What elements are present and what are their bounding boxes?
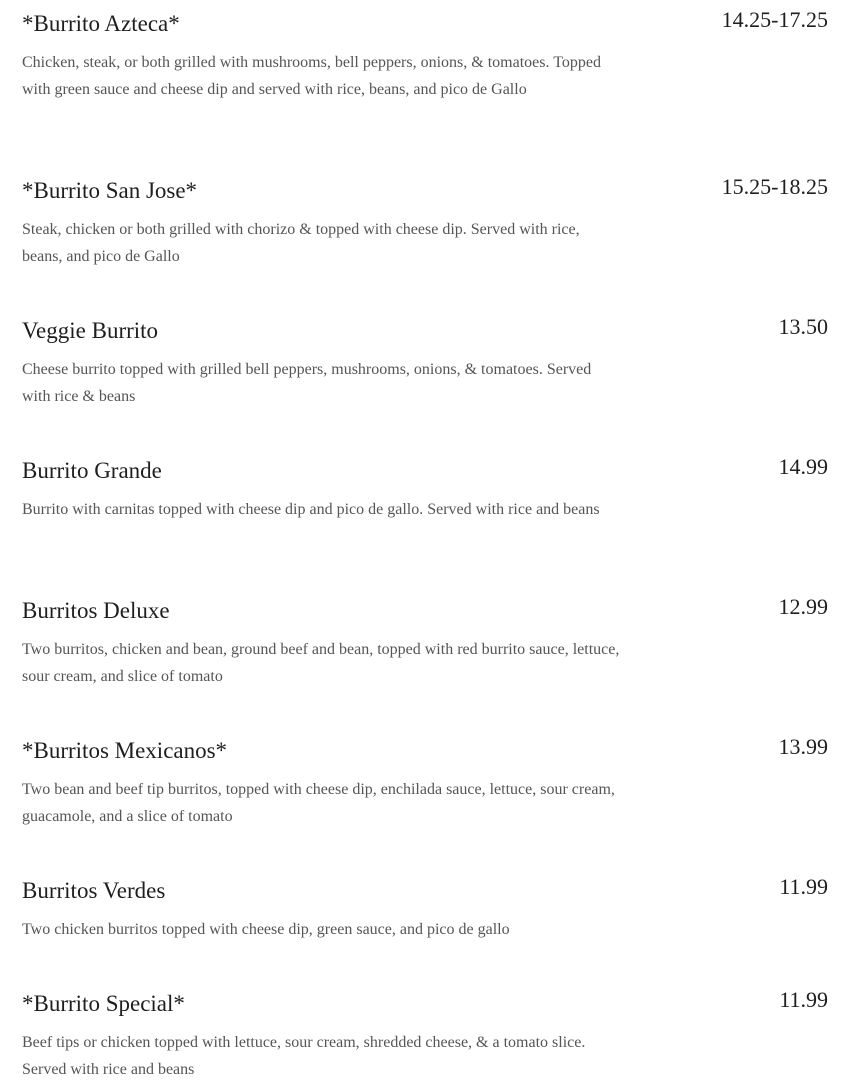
menu-item-description: Burrito with carnitas topped with cheese dip and pico de gallo. Served with rice and beans	[22, 501, 600, 518]
menu-item-name: *Burrito Azteca*	[22, 11, 180, 36]
menu-item-price: 11.99	[779, 874, 828, 899]
menu-item-price: 12.99	[778, 594, 828, 619]
menu-item-name: *Burrito San Jose*	[22, 178, 198, 203]
menu-item-price: 15.25-18.25	[721, 174, 828, 199]
menu-item-price: 14.99	[778, 454, 828, 479]
menu-item-name: Burritos Deluxe	[22, 598, 170, 623]
menu-item-name: Burrito Grande	[22, 458, 162, 483]
menu-item-description: Beef tips or chicken topped with lettuce, sour cream, shredded cheese, & a tomato slice. Served with rice and beans	[22, 1034, 586, 1078]
menu-item-price: 11.99	[779, 987, 828, 1012]
menu-item-description: Two chicken burritos topped with cheese dip, green sauce, and pico de gallo	[22, 921, 510, 938]
menu-item-name: Burritos Verdes	[22, 878, 166, 903]
menu-item-description: Cheese burrito topped with grilled bell peppers, mushrooms, onions, & tomatoes. Served with rice & beans	[22, 361, 592, 405]
menu-item-name: *Burritos Mexicanos*	[22, 738, 228, 763]
menu-item-description: Steak, chicken or both grilled with chorizo & topped with cheese dip. Served with rice, beans, and pico de Gallo	[22, 221, 580, 265]
menu-item-name: Veggie Burrito	[22, 318, 159, 343]
menu-item-description: Two bean and beef tip burritos, topped with cheese dip, enchilada sauce, lettuce, sour cream, guacamole, and a slice of tomato	[22, 781, 615, 825]
menu-item-name: *Burrito Special*	[22, 991, 185, 1016]
menu-item-description: Two burritos, chicken and bean, ground beef and bean, topped with red burrito sauce, lettuce, sour cream, and slice of tomato	[22, 641, 620, 685]
menu-item-price: 13.99	[778, 734, 828, 759]
menu-item-description: Chicken, steak, or both grilled with mushrooms, bell peppers, onions, & tomatoes. Topped with green sauce and cheese dip and served with rice, beans, and pico de Gallo	[22, 54, 601, 98]
menu-item-price: 14.25-17.25	[721, 7, 828, 32]
menu-item-price: 13.50	[778, 314, 828, 339]
